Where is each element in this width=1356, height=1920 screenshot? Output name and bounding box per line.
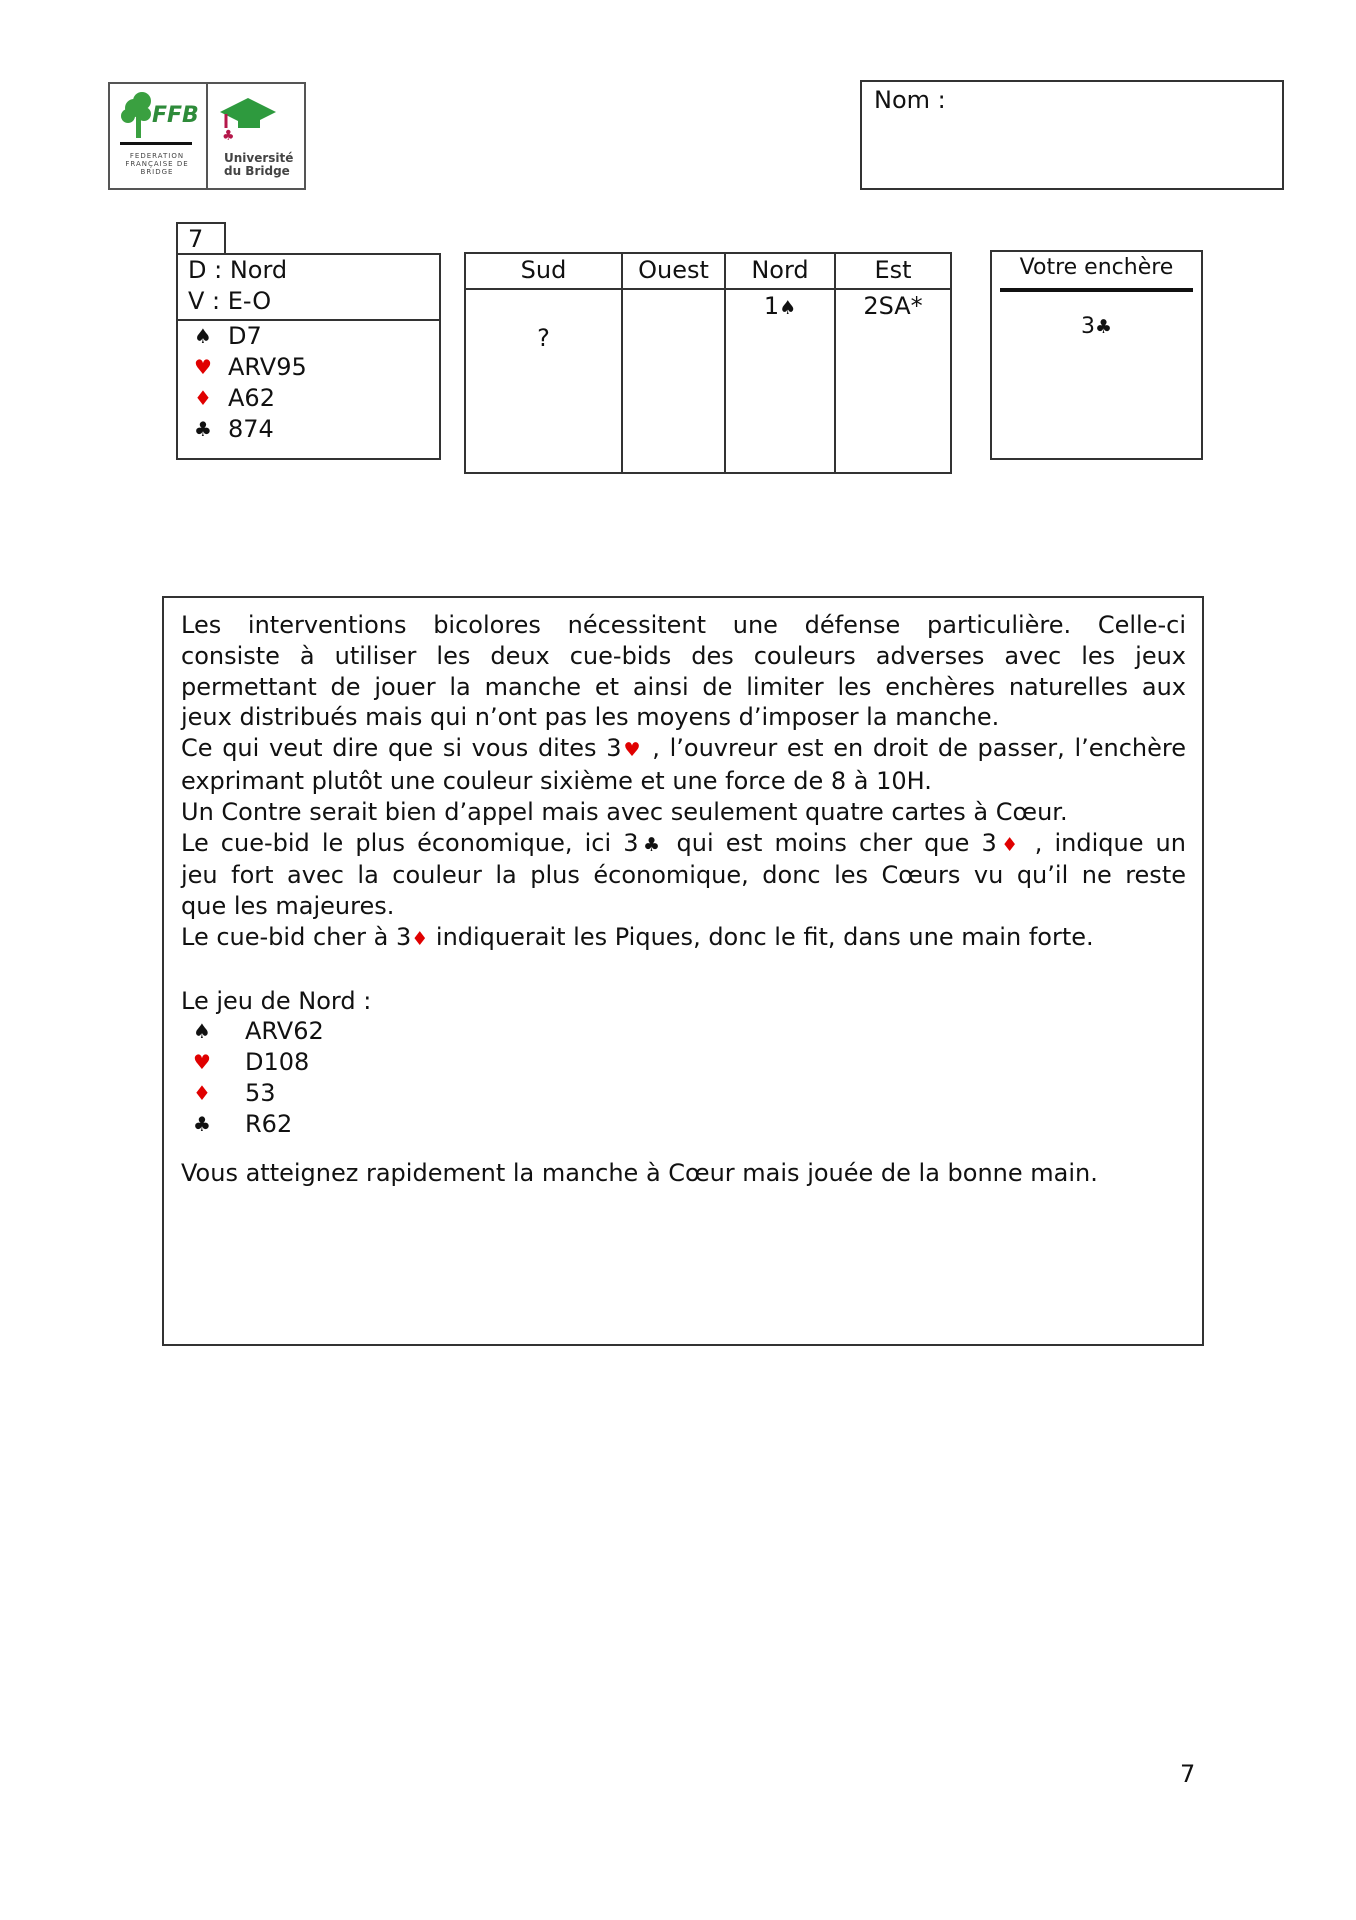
south-hand-box — [176, 253, 441, 460]
votre-enchere-title: Votre enchère — [1000, 252, 1193, 292]
north-hand-row-diamonds — [181, 1078, 1186, 1109]
votre-enchere-box — [990, 250, 1203, 460]
explanation-line: permettant de jouer la manche et ainsi de limiter les enchères naturelles aux — [181, 672, 1186, 701]
club-icon: ♣ — [222, 128, 235, 144]
explanation-line: que les majeures. — [181, 892, 395, 921]
south-column — [465, 289, 622, 473]
south-bid: ? — [537, 324, 550, 352]
heart-icon: ♥ — [194, 355, 212, 379]
conclusion-line: Vous atteignez rapidement la manche à Cœur mais jouée de la bonne main. — [181, 1158, 1098, 1187]
auction-header-row — [465, 253, 951, 289]
deal-info — [178, 255, 439, 321]
auction-table — [464, 252, 952, 474]
votre-enchere-bid: 3♣ — [1080, 314, 1113, 339]
header-sud: Sud — [465, 253, 622, 289]
ffb-logo — [110, 84, 208, 188]
explanation-line: jeu fort avec la couleur la plus économique, donc les Cœurs vu qu’il ne reste — [181, 861, 1186, 890]
explanation-box — [162, 596, 1204, 1346]
hand-row-clubs — [178, 414, 439, 445]
explanation-line: jeux distribués mais qui n’ont pas les moyens d’imposer la manche. — [181, 703, 1000, 732]
north-hand-row-spades — [181, 1016, 1186, 1047]
page-number: 7 — [1180, 1760, 1196, 1788]
heart-icon: ♥ — [621, 739, 643, 762]
diamond-icon: ♦ — [411, 927, 429, 950]
hand-row-diamonds — [178, 383, 439, 414]
header-ouest: Ouest — [622, 253, 725, 289]
north-hand-cards: D108 — [245, 1048, 310, 1077]
ffb-wordmark: FFB — [152, 103, 199, 128]
club-icon: ♣ — [1094, 316, 1113, 338]
ffb-subtitle: FEDERATION FRANÇAISE DE BRIDGE — [125, 152, 189, 176]
north-hand-row-clubs — [181, 1109, 1186, 1140]
north-column — [725, 289, 835, 473]
explanation-line: Le cue-bid le plus économique, ici 3♣ qui est moins cher que 3♦ , indique un — [181, 828, 1186, 857]
hand-cards: 874 — [228, 415, 274, 443]
federation-logo — [108, 82, 306, 190]
east-bid: 2SA* — [863, 292, 923, 320]
spade-icon: ♠ — [779, 297, 797, 319]
header-nord: Nord — [725, 253, 835, 289]
universite-text: Université du Bridge — [224, 151, 294, 178]
north-hand-title: Le jeu de Nord : — [181, 986, 372, 1015]
heart-icon: ♥ — [193, 1050, 211, 1075]
club-icon: ♣ — [194, 417, 212, 441]
name-label: Nom : — [874, 86, 946, 114]
hand-cards: ARV95 — [228, 353, 307, 381]
explanation-line: exprimant plutôt une couleur sixième et une force de 8 à 10H. — [181, 766, 932, 795]
north-hand-cards: ARV62 — [245, 1017, 324, 1046]
explanation-line: Les interventions bicolores nécessitent une défense particulière. Celle-ci — [181, 611, 1186, 639]
hand-cards: D7 — [228, 322, 262, 350]
hand-row-spades — [178, 321, 439, 352]
north-hand-cards: 53 — [245, 1078, 276, 1107]
vulnerability-label: V : E-O — [188, 287, 272, 315]
north-hand-cards: R62 — [245, 1109, 293, 1138]
club-icon: ♣ — [193, 1111, 211, 1136]
diamond-icon: ♦ — [996, 833, 1023, 856]
north-hand-row-hearts — [181, 1047, 1186, 1078]
tree-icon — [110, 84, 206, 150]
club-icon: ♣ — [638, 833, 665, 856]
explanation-line: Le cue-bid cher à 3♦ indiquerait les Piques, donc le fit, dans une main forte. — [181, 922, 1094, 951]
explanation-line: Ce qui veut dire que si vous dites 3♥ , l’ouvreur est en droit de passer, l’enchère — [181, 734, 1186, 763]
diamond-icon: ♦ — [194, 386, 212, 410]
hand-suits — [178, 321, 439, 445]
name-field[interactable] — [860, 80, 1284, 190]
north-bid: 1♠ — [763, 292, 797, 320]
explanation-line: Un Contre serait bien d’appel mais avec seulement quatre cartes à Cœur. — [181, 797, 1068, 826]
hand-cards: A62 — [228, 384, 275, 412]
auction-body-row — [465, 289, 951, 473]
explanation-line: consiste à utiliser les deux cue-bids des couleurs adverses avec les jeux — [181, 641, 1186, 670]
diamond-icon: ♦ — [193, 1080, 211, 1105]
universite-logo — [208, 84, 304, 188]
deal-number: 7 — [176, 222, 226, 255]
header-est: Est — [835, 253, 951, 289]
west-column — [622, 289, 725, 473]
dealer-label: D : Nord — [188, 256, 288, 284]
spade-icon: ♠ — [193, 1019, 211, 1044]
graduation-cap-icon — [208, 84, 304, 150]
hand-row-hearts — [178, 352, 439, 383]
east-column — [835, 289, 951, 473]
spade-icon: ♠ — [194, 324, 212, 348]
